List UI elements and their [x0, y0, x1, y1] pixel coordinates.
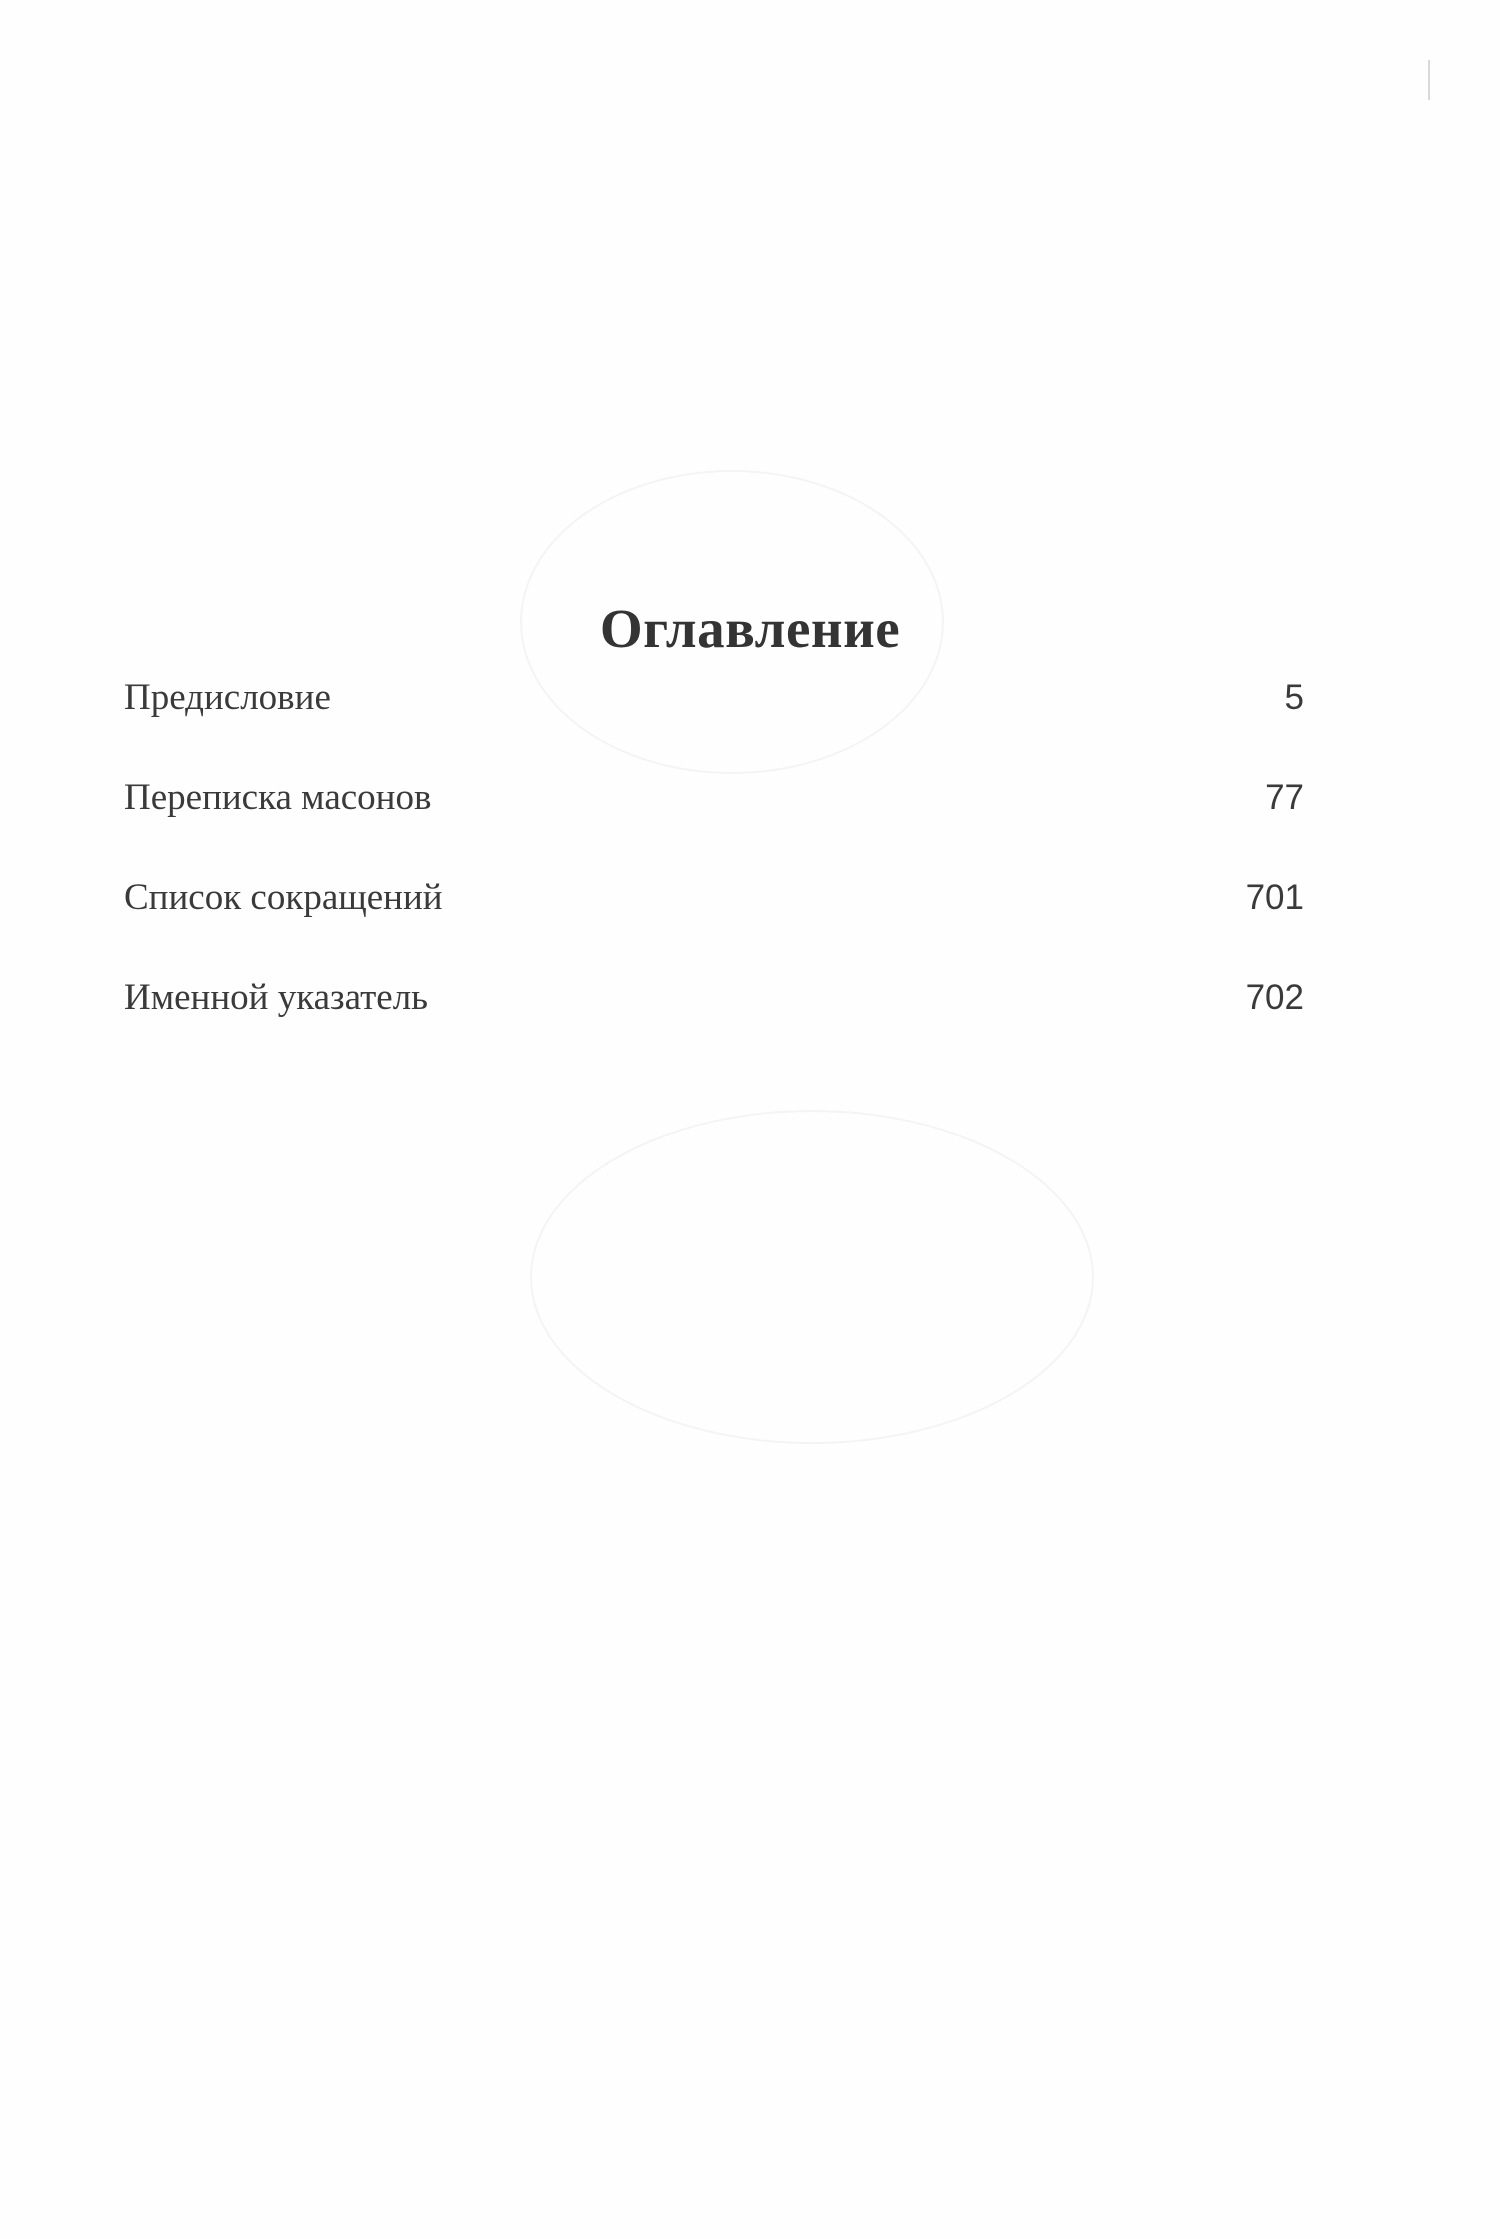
toc-entry-title[interactable]: Именной указатель: [124, 977, 429, 1018]
toc-entry-correspondence[interactable]: [124, 776, 1304, 876]
toc-entry-preface[interactable]: [124, 676, 1304, 776]
toc-heading: Оглавление: [599, 597, 901, 659]
toc-page-number: 77: [1265, 778, 1304, 817]
toc-page-number: 702: [1245, 978, 1304, 1017]
toc-entry-title[interactable]: Переписка масонов: [124, 777, 432, 818]
toc-page-number: 701: [1245, 878, 1304, 917]
toc-entry-title[interactable]: Предисловие: [124, 677, 331, 718]
toc-entry-abbreviations[interactable]: [124, 876, 1304, 976]
toc-entry-name-index[interactable]: [124, 976, 1304, 1076]
show-through-stamp: [530, 1110, 1094, 1444]
toc-list: [124, 676, 1304, 1076]
toc-page-number: 5: [1284, 678, 1304, 717]
toc-entry-title[interactable]: Список сокращений: [124, 877, 443, 918]
page-edge-mark: [1428, 60, 1430, 100]
